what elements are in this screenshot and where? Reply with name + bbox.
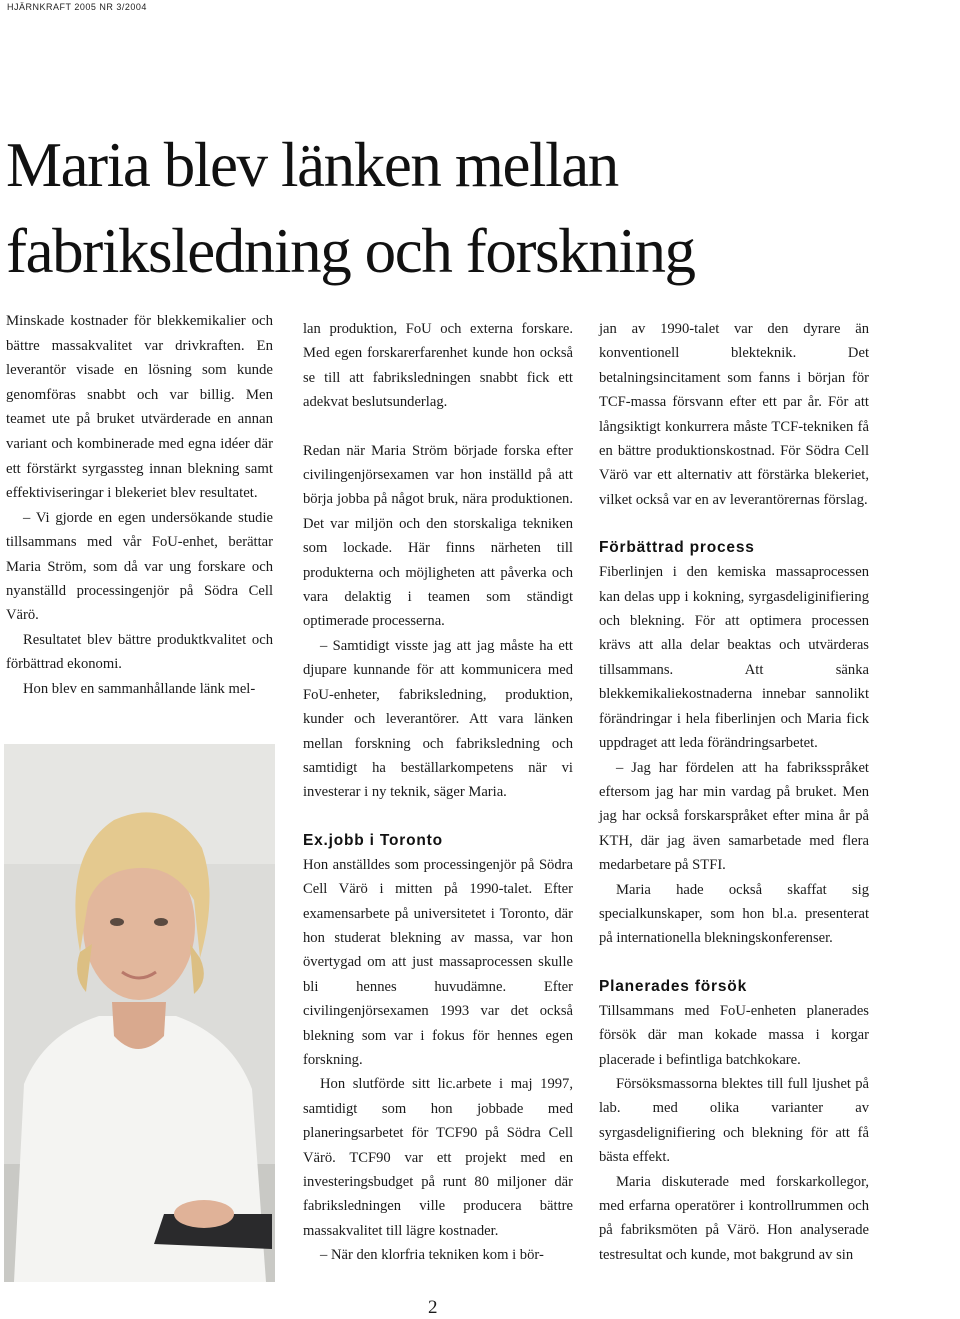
paragraph: Hon anställdes som processingenjör på Södra Cell Värö i mitten på 1990-talet. Efter examensarbete på universitetet i Toronto, där hon studerat blekning av massa, var hon övertygad om att just massaprocessen skulle bli hennes huvudämne. Efter civilingenjörsexamen 1993 var det också blekning som var i fokus för hennes egen forskning. [303, 856, 573, 1068]
paragraph: Resultatet blev bättre produktkvalitet och förbättrad ekonomi. [6, 631, 273, 673]
page-number: 2 [428, 1297, 438, 1318]
paragraph: lan produktion, FoU och externa forskare. Med egen forskarerfarenhet kunde hon också se till att fabriksledningen snabbt fick ett adekvat beslutsunderlag. [303, 321, 573, 411]
paragraph: – Samtidigt visste jag att jag måste ha ett djupare kunnande för att kommunicera med FoU-enheter, fabriksledning, produktion, kunder och leverantörer. Att vara länken mellan forskning och fabriksledning och samtidigt ha beställarkompetens när vi investerar i ny teknik, säger Maria. [303, 637, 573, 801]
article-title [6, 122, 695, 294]
paragraph: Tillsammans med FoU-enheten planerades försök där man kokade massa i korgar placerade i befintliga batchkokare. [599, 1002, 869, 1068]
paragraph: Försöksmassorna blektes till full ljushet på lab. med olika varianter av syrgasdelignifiering och blekning för att få bästa effekt. [599, 1075, 869, 1166]
paragraph: – Jag har fördelen att ha fabriksspråket eftersom jag har min vardag på bruket. Men jag har också forskarspråket efter mina år på KTH, där jag även samarbetade med flera medarbetare på STFI. [599, 759, 869, 874]
paragraph: jan av 1990-talet var den dyrare än konventionell blekteknik. Det betalningsincitament som fanns i början för TCF-massa försvann efter ett par år. För att långsiktigt konkurrera måste TCF-tekniken få en bättre produktionskostnad. För Södra Cell Värö var ett alternativ att förstärka blekeriet, vilket också var en av leverantörernas förslag. [599, 321, 869, 508]
portrait-illustration [4, 744, 275, 1282]
paragraph: – När den klorfria tekniken kom i bör- [320, 1247, 544, 1264]
title-line-1: Maria blev länken mellan [6, 130, 618, 200]
subheading: Ex.jobb i Toronto [303, 831, 443, 849]
column-1 [6, 309, 273, 701]
paragraph: Hon blev en sammanhållande länk mel- [23, 680, 256, 697]
paragraph: Maria diskuterade med forskarkollegor, med erfarna operatörer i kontrollrummen och på fabriksmöten på Värö. Hon analyserade testresultat och kunde, mot bakgrund av sin [599, 1173, 869, 1263]
title-line-2: fabriksledning och forskning [6, 216, 695, 286]
paragraph: – Vi gjorde en egen undersökande studie tillsammans med vår FoU-enhet, berättar Maria Ström, som då var ung forskare och nyanställd processingenjör på Södra Cell Värö. [6, 509, 273, 624]
lead-paragraph: Minskade kostnader för blekkemikalier och bättre massakvalitet var drivkraften. En leverantör visade en lösning som kunde genomföras snabbt och var billig. Men teamet ute på bruket utvärderade en annan variant och kombinerade med egna idéer där ett förstärkt syrgassteg innan blekning samt effektiviseringar i blekeriet blev resultatet. [6, 313, 273, 502]
subheading: Förbättrad process [599, 539, 755, 557]
portrait-photo [4, 744, 275, 1282]
paragraph: Hon slutförde sitt lic.arbete i maj 1997, samtidigt som hon jobbade med planeringsarbetet för TCF90 på Södra Cell Värö. TCF90 var ett projekt med en investeringsbudget på runt 80 miljoner där fabriksledningen ville producera bättre massakvalitet till lägre kostnader. [303, 1076, 573, 1239]
column-3 [599, 317, 869, 1267]
paragraph: Maria hade också skaffat sig specialkunskaper, som hon bl.a. presenterat på internationella blekningskonferenser. [599, 881, 869, 947]
column-2 [303, 317, 573, 1268]
paragraph: Fiberlinjen i den kemiska massaprocessen kan delas upp i kokning, syrgasdeliginifiering och blekning. För att optimera processen krävs att alla delar beaktas och utvärderas tillsammans. Att sänka blekkemikaliekostnaderna innebar sannolikt förändringar i hela fiberlinjen och Maria fick uppdraget att leda förändringsarbetet. [599, 564, 869, 752]
paragraph: Redan när Maria Ström började forska efter civilingenjörsexamen var hon inställd på att börja jobba på något bruk, nära produktionen. Det var miljön och den storskaliga tekniken som lockade. Här finns närheten till produkterna och möjligheten att påverka och vara delaktig i teamen som ständigt optimerade processerna. [303, 442, 573, 630]
subheading: Planerades försök [599, 977, 747, 995]
running-header: HJÄRNKRAFT 2005 NR 3/2004 [7, 2, 147, 12]
